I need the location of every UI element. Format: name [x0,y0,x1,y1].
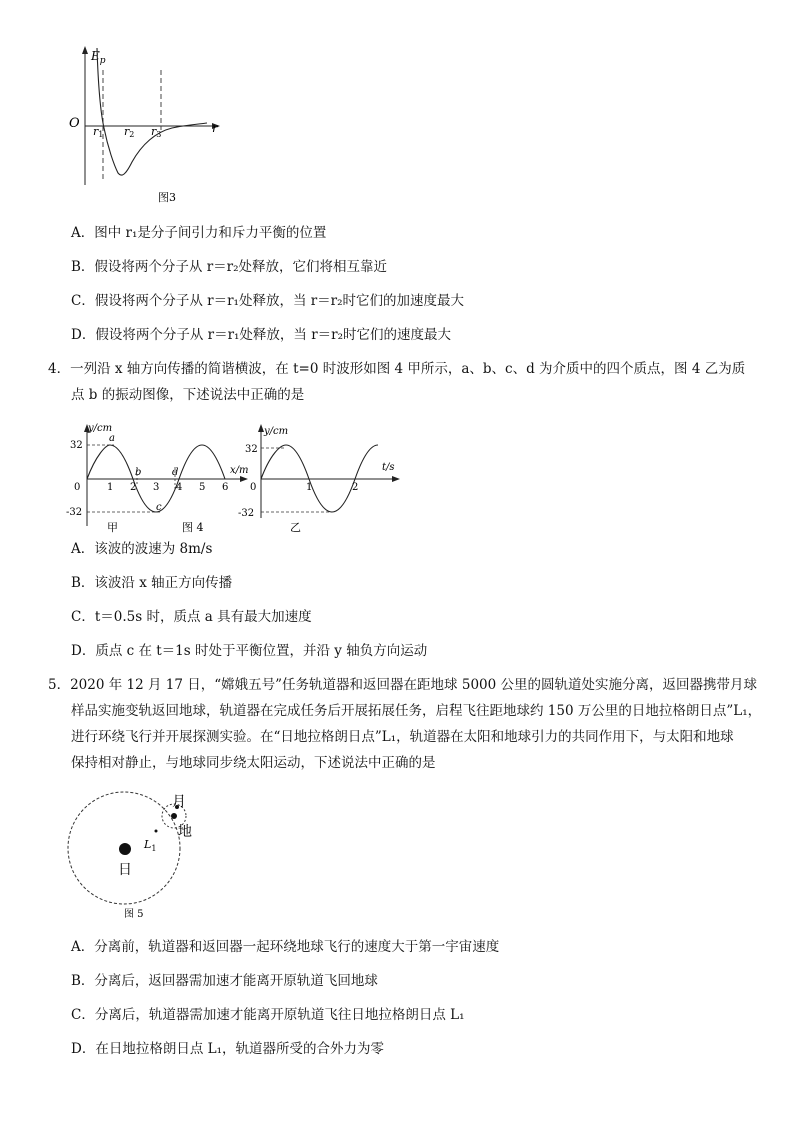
tick-3: 3 [153,482,160,493]
sun-label: 日 [118,862,132,878]
moon-label: 月 [172,794,186,810]
point-c: c [156,502,162,513]
tick-4: 4 [176,482,183,493]
origin-label: 0 [250,482,257,493]
r2-label: r2 [124,125,135,139]
tick-2: 2 [352,482,359,493]
q4-stem-line-1: 4．一列沿 x 轴方向传播的简谐横波，在 t=0 时波形如图 4 甲所示，a、b、c、d 为介质中的四个质点，图 4 乙为质 [48,361,746,377]
q4-option-d: D．质点 c 在 t＝1s 时处于平衡位置，并沿 y 轴负方向运动 [71,643,428,659]
q3-option-c: C．假设将两个分子从 r＝r₁处释放，当 r＝r₂时它们的加速度最大 [71,293,465,309]
sun-dot [119,843,131,855]
y-axis-label: y/cm [88,423,113,434]
figure-4a-caption: 甲 [107,521,118,534]
q5-option-c: C．分离后，轨道器需加速才能离开原轨道飞往日地拉格朗日点 L₁ [71,1007,465,1023]
q3-option-a: A．图中 r₁是分子间引力和斥力平衡的位置 [71,225,327,241]
x-axis-label: x/m [230,465,249,476]
y-top-label: 32 [245,444,258,455]
q5-stem-line-3: 进行环绕飞行并开展探测实验。在“日地拉格朗日点”L₁，轨道器在太阳和地球引力的共同作用下，与太阳和地球 [71,729,734,745]
q5-option-b: B．分离后，返回器需加速才能离开原轨道飞回地球 [71,973,378,989]
q5-stem-line-2: 样品实施变轨返回地球，轨道器在完成任务后开展拓展任务，启程飞往距地球约 150 万公里的日地拉格朗日点”L₁， [71,703,762,719]
x-axis-label: r [212,121,218,135]
q3-option-b: B．假设将两个分子从 r＝r₂处释放，它们将相互靠近 [71,259,388,275]
r3-label: r3 [151,125,162,139]
tick-1: 1 [306,482,313,493]
earth-label: 地 [178,824,192,840]
point-labels [109,433,178,513]
point-a: a [109,433,115,444]
figure-4b-caption: 乙 [290,521,301,534]
point-b: b [135,467,142,478]
q4-option-c: C．t＝0.5s 时，质点 a 具有最大加速度 [71,609,312,625]
q3-option-d: D．假设将两个分子从 r＝r₁处释放，当 r＝r₂时它们的速度最大 [71,327,452,343]
q4-option-b: B．该波沿 x 轴正方向传播 [71,575,233,591]
potential-energy-curve [97,48,207,175]
tick-6: 6 [222,482,229,493]
figure-4b [232,418,404,536]
y-axis-arrow [82,46,88,54]
y-axis-label: $E_p$ [91,49,106,66]
tick-labels [107,482,228,493]
figure-4-caption: 图 4 [182,521,204,534]
point-d: d [172,467,179,478]
y-axis-label: y/cm [264,426,289,437]
figure-3 [60,40,240,210]
y-top-label: 32 [70,440,83,451]
tick-1: 1 [107,482,114,493]
l1-label: $L_1$ [144,838,157,853]
q5-stem-line-1: 5．2020 年 12 月 17 日，“嫦娥五号”任务轨道器和返回器在距地球 5000 公里的圆轨道处实施分离，返回器携带月球 [48,677,757,693]
r1-label: r1 [93,125,104,139]
earth-dot [171,813,177,819]
q5-option-d: D．在日地拉格朗日点 L₁，轨道器所受的合外力为零 [71,1041,384,1057]
x-axis-label: t/s [382,462,395,473]
y-bottom-label: -32 [66,507,83,518]
y-bottom-label: -32 [238,508,255,519]
figure-5 [62,788,212,918]
figure-4a [60,418,250,536]
figure-3-caption: 图3 [158,191,176,204]
origin-label: O [69,116,80,131]
tick-2: 2 [130,482,137,493]
q5-stem-line-4: 保持相对静止，与地球同步绕太阳运动，下述说法中正确的是 [71,755,436,771]
tick-5: 5 [199,482,206,493]
origin-label: 0 [74,482,81,493]
x-axis-arrow [392,476,400,482]
q4-option-a: A．该波的波速为 8m/s [71,541,213,557]
q4-stem-line-2: 点 b 的振动图像，下述说法中正确的是 [71,387,305,403]
l1-dot [155,830,158,833]
q5-option-a: A．分离前，轨道器和返回器一起环绕地球飞行的速度大于第一宇宙速度 [71,939,500,955]
figure-5-caption: 图 5 [124,909,144,918]
